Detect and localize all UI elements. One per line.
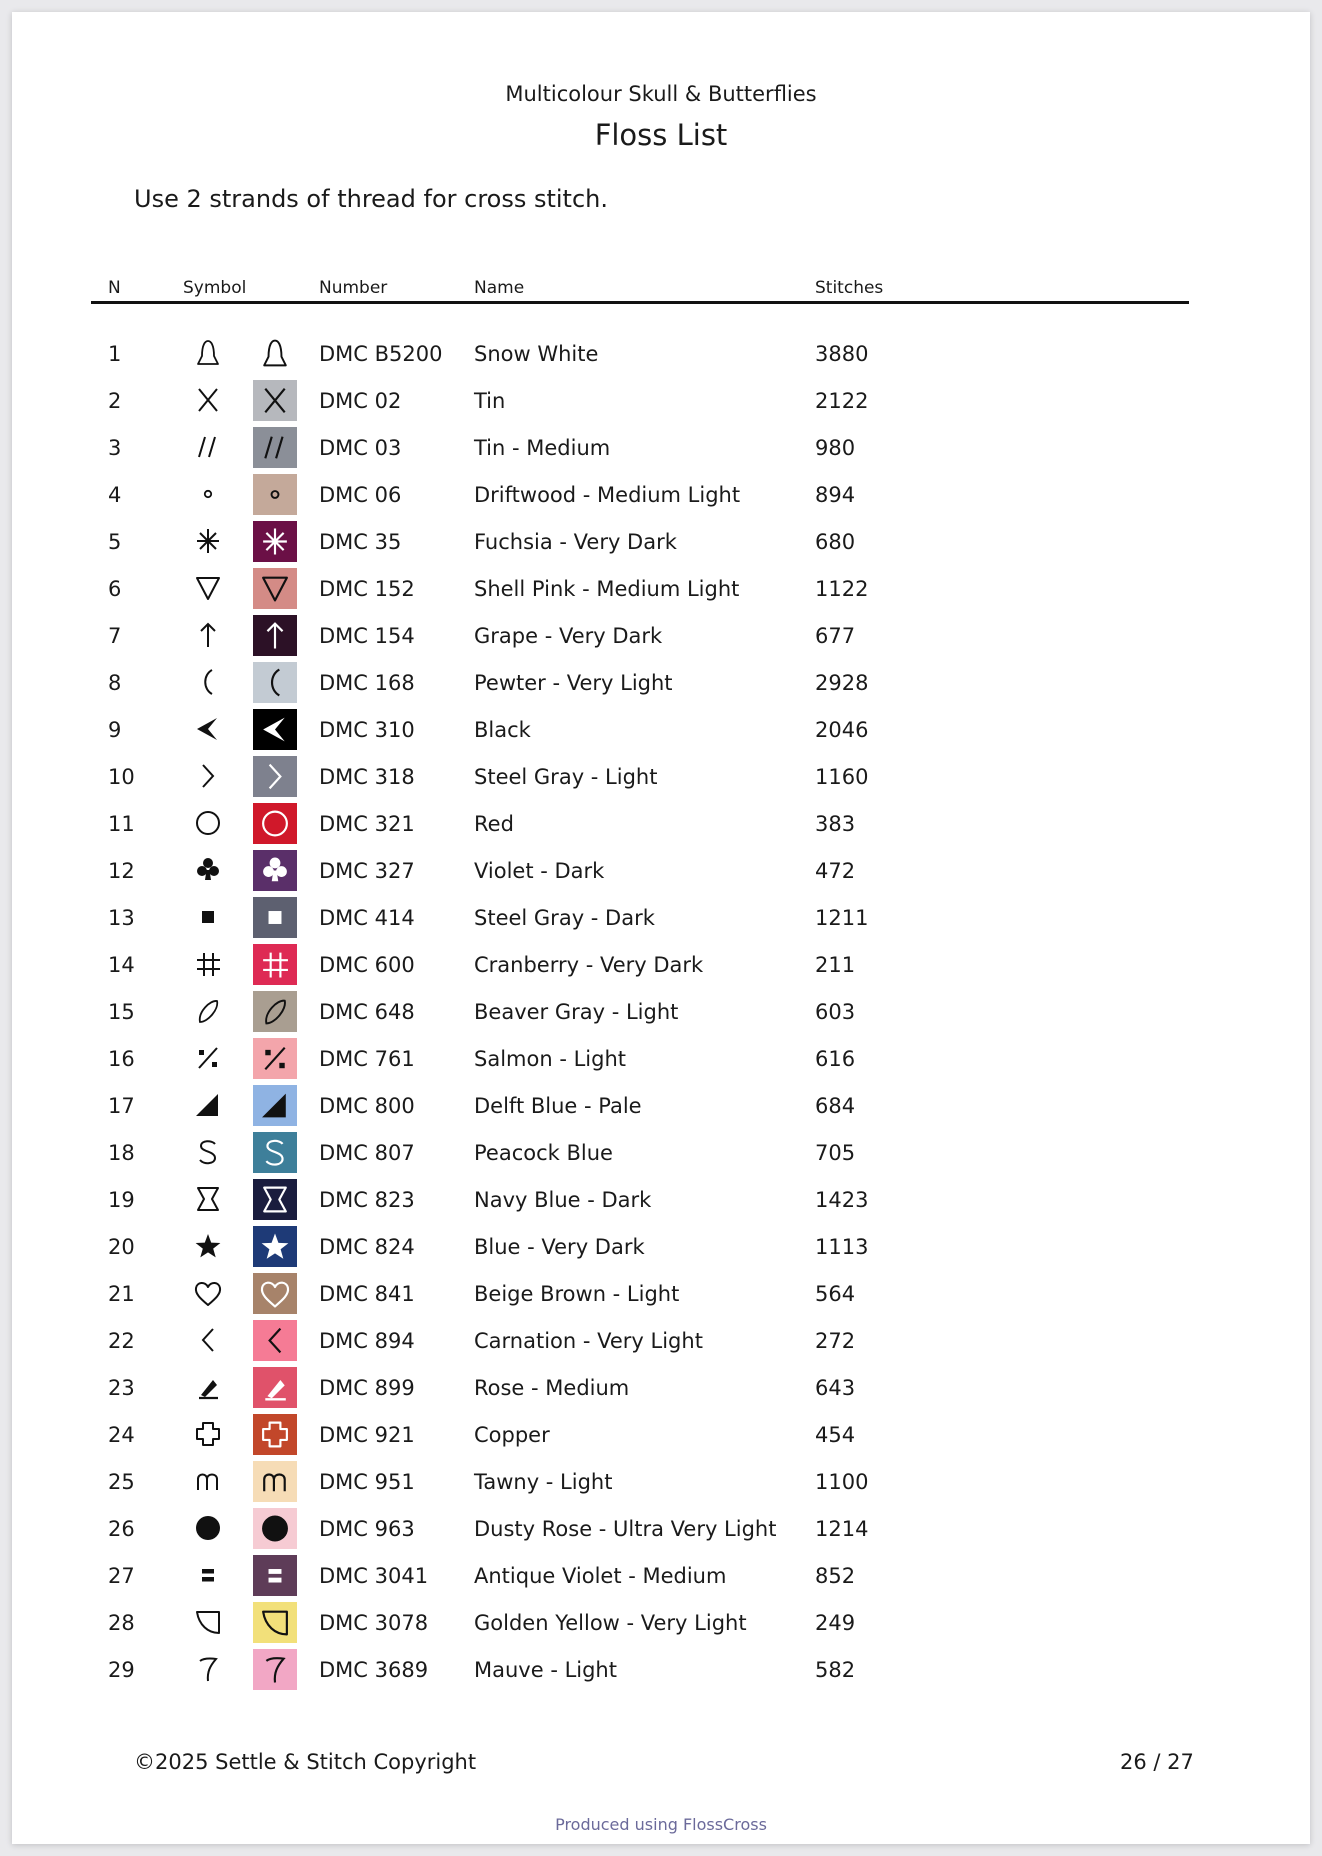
- floss-name: Mauve - Light: [474, 1658, 617, 1682]
- table-row: [12, 1176, 1310, 1223]
- floss-number: DMC 824: [319, 1235, 415, 1259]
- table-row: [12, 565, 1310, 612]
- floss-number: DMC 152: [319, 577, 415, 601]
- stitch-count: 980: [815, 436, 856, 460]
- floss-number: DMC 899: [319, 1376, 415, 1400]
- floss-number: DMC 841: [319, 1282, 415, 1306]
- page-title: Floss List: [594, 118, 728, 152]
- color-swatch: [253, 803, 297, 844]
- floss-number: DMC 3078: [319, 1611, 429, 1635]
- color-swatch: [253, 756, 297, 797]
- floss-number: DMC B5200: [319, 342, 443, 366]
- chevron-left-icon: [188, 1321, 228, 1359]
- row-number: 1: [108, 342, 122, 366]
- floss-number: DMC 03: [319, 436, 402, 460]
- stitch-count: 564: [815, 1282, 856, 1306]
- percent-icon: [188, 1039, 228, 1077]
- table-row: [12, 1505, 1310, 1552]
- floss-name: Blue - Very Dark: [474, 1235, 645, 1259]
- pen-icon: [188, 1368, 228, 1406]
- floss-number: DMC 168: [319, 671, 415, 695]
- floss-name: Peacock Blue: [474, 1141, 613, 1165]
- letter-s-icon: [188, 1133, 228, 1171]
- leaf-icon: [188, 992, 228, 1030]
- stitch-count: 684: [815, 1094, 856, 1118]
- stitch-count: 852: [815, 1564, 856, 1588]
- row-number: 29: [108, 1658, 135, 1682]
- floss-number: DMC 894: [319, 1329, 415, 1353]
- color-swatch: [253, 1461, 297, 1502]
- stitch-count: 643: [815, 1376, 856, 1400]
- row-number: 18: [108, 1141, 135, 1165]
- table-row: [12, 1317, 1310, 1364]
- dot-icon: [188, 1509, 228, 1547]
- floss-number: DMC 921: [319, 1423, 415, 1447]
- table-row: [12, 330, 1310, 377]
- small-circle-icon: [188, 475, 228, 513]
- stitch-count: 2046: [815, 718, 869, 742]
- table-row: [12, 941, 1310, 988]
- stitch-count: 3880: [815, 342, 869, 366]
- stitch-count: 472: [815, 859, 856, 883]
- floss-name: Dusty Rose - Ultra Very Light: [474, 1517, 777, 1541]
- table-row: [12, 612, 1310, 659]
- double-slash-icon: [188, 428, 228, 466]
- stitch-count: 616: [815, 1047, 856, 1071]
- floss-name: Steel Gray - Dark: [474, 906, 655, 930]
- floss-table-body: [12, 330, 1310, 1693]
- row-number: 14: [108, 953, 135, 977]
- row-number: 23: [108, 1376, 135, 1400]
- row-number: 4: [108, 483, 122, 507]
- row-number: 3: [108, 436, 122, 460]
- table-row: [12, 800, 1310, 847]
- color-swatch: [253, 1555, 297, 1596]
- color-swatch: [253, 662, 297, 703]
- stitch-count: 894: [815, 483, 856, 507]
- floss-name: Violet - Dark: [474, 859, 605, 883]
- table-row: [12, 706, 1310, 753]
- row-number: 24: [108, 1423, 135, 1447]
- asterisk-icon: [188, 522, 228, 560]
- color-swatch: [253, 1179, 297, 1220]
- star-icon: [188, 1227, 228, 1265]
- stitch-count: 1211: [815, 906, 869, 930]
- column-header-name: Name: [474, 278, 525, 298]
- stitch-count: 249: [815, 1611, 856, 1635]
- floss-name: Black: [474, 718, 531, 742]
- color-swatch: [253, 897, 297, 938]
- row-number: 26: [108, 1517, 135, 1541]
- floss-name: Pewter - Very Light: [474, 671, 673, 695]
- table-row: [12, 1458, 1310, 1505]
- stitch-count: 272: [815, 1329, 856, 1353]
- floss-number: DMC 648: [319, 1000, 415, 1024]
- letter-m-icon: [188, 1462, 228, 1500]
- stitch-count: 2122: [815, 389, 869, 413]
- floss-name: Salmon - Light: [474, 1047, 626, 1071]
- stitch-count: 677: [815, 624, 856, 648]
- seven-icon: [188, 1650, 228, 1688]
- table-row: [12, 1270, 1310, 1317]
- floss-name: Copper: [474, 1423, 550, 1447]
- footer-copyright: ©2025 Settle & Stitch Copyright: [134, 1750, 477, 1774]
- floss-number: DMC 35: [319, 530, 402, 554]
- table-row: [12, 1646, 1310, 1693]
- bell-icon: [188, 334, 228, 372]
- row-number: 6: [108, 577, 122, 601]
- club-icon: [188, 851, 228, 889]
- stitch-count: 1423: [815, 1188, 869, 1212]
- floss-name: Tawny - Light: [474, 1470, 613, 1494]
- floss-name: Snow White: [474, 342, 599, 366]
- floss-name: Tin - Medium: [474, 436, 611, 460]
- color-swatch: [253, 521, 297, 562]
- row-number: 20: [108, 1235, 135, 1259]
- row-number: 11: [108, 812, 135, 836]
- table-row: [12, 988, 1310, 1035]
- table-row: [12, 1129, 1310, 1176]
- floss-name: Grape - Very Dark: [474, 624, 663, 648]
- equals-icon: [188, 1556, 228, 1594]
- stitch-count: 1113: [815, 1235, 869, 1259]
- row-number: 16: [108, 1047, 135, 1071]
- chevron-right-icon: [188, 757, 228, 795]
- table-row: [12, 1411, 1310, 1458]
- floss-name: Cranberry - Very Dark: [474, 953, 704, 977]
- stitch-count: 603: [815, 1000, 856, 1024]
- stitch-count: 1100: [815, 1470, 869, 1494]
- row-number: 7: [108, 624, 122, 648]
- color-swatch: [253, 474, 297, 515]
- row-number: 17: [108, 1094, 135, 1118]
- column-header-symbol: Symbol: [183, 278, 247, 298]
- table-row: [12, 1599, 1310, 1646]
- floss-number: DMC 310: [319, 718, 415, 742]
- floss-number: DMC 963: [319, 1517, 415, 1541]
- page-number: 26 / 27: [1120, 1750, 1194, 1774]
- stitch-count: 680: [815, 530, 856, 554]
- row-number: 2: [108, 389, 122, 413]
- hourglass-icon: [188, 1180, 228, 1218]
- square-icon: [188, 898, 228, 936]
- row-number: 15: [108, 1000, 135, 1024]
- produced-by-note: Produced using FlossCross: [555, 1815, 767, 1834]
- floss-name: Tin: [474, 389, 506, 413]
- floss-number: DMC 823: [319, 1188, 415, 1212]
- row-number: 25: [108, 1470, 135, 1494]
- column-header-number: Number: [319, 278, 388, 298]
- quarter-icon: [188, 1603, 228, 1641]
- up-arrow-icon: [188, 616, 228, 654]
- floss-number: DMC 800: [319, 1094, 415, 1118]
- header-divider: [91, 301, 1189, 304]
- row-number: 8: [108, 671, 122, 695]
- floss-name: Red: [474, 812, 514, 836]
- floss-name: Beaver Gray - Light: [474, 1000, 679, 1024]
- color-swatch: [253, 709, 297, 750]
- color-swatch: [253, 427, 297, 468]
- floss-number: DMC 807: [319, 1141, 415, 1165]
- down-triangle-icon: [188, 569, 228, 607]
- table-row: [12, 1364, 1310, 1411]
- color-swatch: [253, 944, 297, 985]
- row-number: 13: [108, 906, 135, 930]
- floss-number: DMC 321: [319, 812, 415, 836]
- color-swatch: [253, 991, 297, 1032]
- color-swatch: [253, 615, 297, 656]
- color-swatch: [253, 1038, 297, 1079]
- color-swatch: [253, 1508, 297, 1549]
- stitch-count: 211: [815, 953, 856, 977]
- corner-triangle-icon: [188, 1086, 228, 1124]
- floss-number: DMC 951: [319, 1470, 415, 1494]
- table-row: [12, 1223, 1310, 1270]
- table-row: [12, 518, 1310, 565]
- stitch-count: 454: [815, 1423, 856, 1447]
- floss-number: DMC 318: [319, 765, 415, 789]
- row-number: 22: [108, 1329, 135, 1353]
- color-swatch: [253, 1367, 297, 1408]
- color-swatch: [253, 1320, 297, 1361]
- floss-number: DMC 414: [319, 906, 415, 930]
- floss-number: DMC 06: [319, 483, 402, 507]
- instructions-text: Use 2 strands of thread for cross stitch.: [134, 185, 608, 213]
- stitch-count: 705: [815, 1141, 856, 1165]
- row-number: 5: [108, 530, 122, 554]
- table-row: [12, 1552, 1310, 1599]
- color-swatch: [253, 1132, 297, 1173]
- color-swatch: [253, 1414, 297, 1455]
- table-row: [12, 471, 1310, 518]
- color-swatch: [253, 1226, 297, 1267]
- color-swatch: [253, 1649, 297, 1690]
- column-header-stitches: Stitches: [815, 278, 884, 298]
- table-row: [12, 424, 1310, 471]
- floss-number: DMC 761: [319, 1047, 415, 1071]
- floss-name: Steel Gray - Light: [474, 765, 658, 789]
- row-number: 9: [108, 718, 122, 742]
- table-row: [12, 659, 1310, 706]
- color-swatch: [253, 850, 297, 891]
- floss-name: Delft Blue - Pale: [474, 1094, 642, 1118]
- floss-name: Navy Blue - Dark: [474, 1188, 652, 1212]
- table-row: [12, 377, 1310, 424]
- row-number: 21: [108, 1282, 135, 1306]
- column-header-n: N: [108, 278, 121, 298]
- circle-icon: [188, 804, 228, 842]
- heart-icon: [188, 1274, 228, 1312]
- stitch-count: 1214: [815, 1517, 869, 1541]
- table-row: [12, 1035, 1310, 1082]
- table-row: [12, 1082, 1310, 1129]
- x-cross-icon: [188, 381, 228, 419]
- floss-name: Fuchsia - Very Dark: [474, 530, 677, 554]
- chevron-solid-icon: [188, 710, 228, 748]
- row-number: 10: [108, 765, 135, 789]
- stitch-count: 2928: [815, 671, 869, 695]
- stitch-count: 1122: [815, 577, 869, 601]
- plus-outline-icon: [188, 1415, 228, 1453]
- floss-number: DMC 327: [319, 859, 415, 883]
- floss-name: Carnation - Very Light: [474, 1329, 703, 1353]
- floss-name: Antique Violet - Medium: [474, 1564, 727, 1588]
- floss-name: Beige Brown - Light: [474, 1282, 680, 1306]
- color-swatch: [253, 1085, 297, 1126]
- floss-name: Driftwood - Medium Light: [474, 483, 741, 507]
- floss-name: Shell Pink - Medium Light: [474, 577, 740, 601]
- color-swatch: [253, 568, 297, 609]
- color-swatch: [253, 380, 297, 421]
- floss-name: Rose - Medium: [474, 1376, 630, 1400]
- floss-name: Golden Yellow - Very Light: [474, 1611, 747, 1635]
- color-swatch: [253, 1273, 297, 1314]
- hash-icon: [188, 945, 228, 983]
- paren-icon: [188, 663, 228, 701]
- row-number: 12: [108, 859, 135, 883]
- row-number: 19: [108, 1188, 135, 1212]
- floss-number: DMC 154: [319, 624, 415, 648]
- floss-number: DMC 3041: [319, 1564, 429, 1588]
- table-row: [12, 894, 1310, 941]
- table-row: [12, 753, 1310, 800]
- color-swatch: [253, 333, 297, 374]
- row-number: 28: [108, 1611, 135, 1635]
- stitch-count: 1160: [815, 765, 869, 789]
- document-subtitle: Multicolour Skull & Butterflies: [505, 82, 817, 106]
- row-number: 27: [108, 1564, 135, 1588]
- floss-number: DMC 02: [319, 389, 402, 413]
- floss-number: DMC 3689: [319, 1658, 429, 1682]
- floss-number: DMC 600: [319, 953, 415, 977]
- table-row: [12, 847, 1310, 894]
- stitch-count: 383: [815, 812, 856, 836]
- color-swatch: [253, 1602, 297, 1643]
- floss-list-page: [12, 12, 1310, 1844]
- stitch-count: 582: [815, 1658, 856, 1682]
